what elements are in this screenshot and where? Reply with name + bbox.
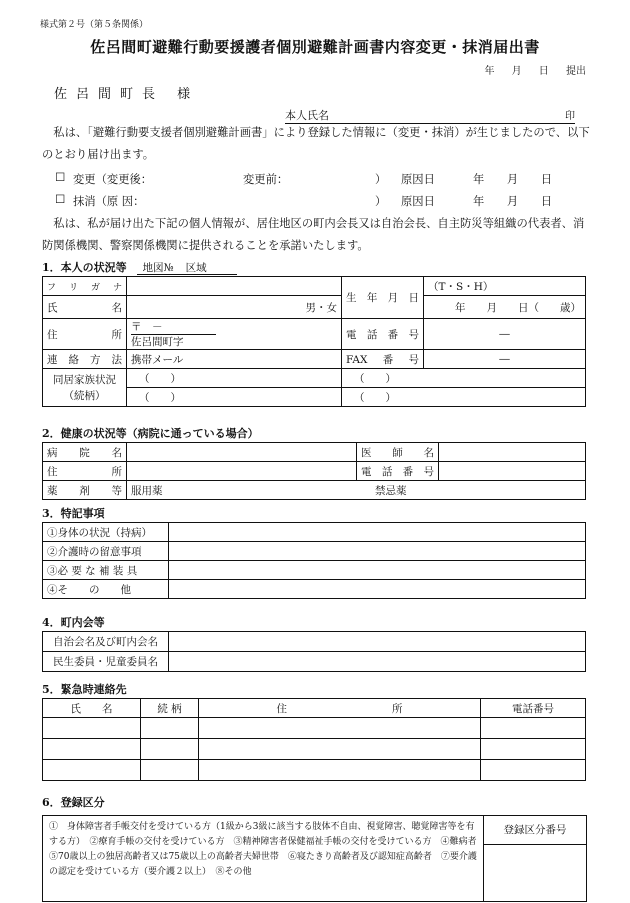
phone-value[interactable]: ― [424,319,586,350]
community-label: 自治会名及び町内会名 [43,632,169,652]
table-row[interactable] [43,718,586,739]
change-date-label: 原因日 [401,173,435,186]
delete-row[interactable] [55,193,595,209]
note-value-1[interactable] [169,523,586,542]
change-checkbox[interactable]: ☐ [55,171,66,184]
fax-label: FAX番号 [342,350,424,369]
section3-heading: 3．特記事項 [42,507,105,520]
note-value-2[interactable] [169,542,586,561]
note-label-3: ③必 要 な 補 装 具 [43,561,169,580]
consent-paragraph: 私は、私が届け出た下記の個人情報が、居住地区の町内会長又は自治会長、自主防災等組織の代表者、消防関係機関、警察関係機関に提供されることを承諾いたします。 [42,217,585,252]
drug-banned-label: 禁忌薬 [375,485,407,497]
delete-date-label: 原因日 [401,195,435,208]
welfare-value[interactable] [169,652,586,672]
community-table [42,631,586,672]
hospital-label: 病院名 [43,443,127,462]
section5-heading: 5．緊急時連絡先 [42,683,127,696]
contact-label: 連絡方法 [43,350,127,369]
intro-paragraph: 私は、「避難行動要支援者個別避難計画書」により登録した情報に（変更・抹消）が生じましたので、以下のとおり届け出ます。 [42,126,590,161]
change-after-label: 変更（変更後： [73,173,153,186]
section4-heading: 4．町内会等 [42,616,105,629]
registration-number-cell[interactable] [483,816,586,901]
family-3[interactable]: （ ） [127,388,342,407]
change-paren: ） [375,173,387,186]
birth-label: 生年月日 [342,277,424,319]
area: 区域 [180,262,237,275]
registration-box [42,815,587,902]
hospital-address-label: 住 所 [43,462,127,481]
address-value[interactable] [127,319,342,350]
section6-heading: 6．登録区分 [42,796,105,809]
doctor-value[interactable] [439,443,586,462]
emergency-col-relation: 続 柄 [141,699,199,718]
community-value[interactable] [169,632,586,652]
signature-label: 本人氏名 [285,109,329,122]
section1-heading: 1．本人の状況等 地図№ 区域 [42,259,237,275]
hospital-value[interactable] [127,443,357,462]
emergency-col-address: 住 所 [199,699,481,718]
furigana-label: フ リ ガ ナ [43,277,127,296]
gender[interactable]: 男・女 [127,296,342,319]
phone-label: 電話番号 [342,319,424,350]
note-value-3[interactable] [169,561,586,580]
family-4[interactable]: （ ） [342,388,586,407]
emergency-col-name: 氏 名 [43,699,141,718]
era[interactable]: （T・S・H） [424,277,586,296]
delete-date[interactable]: 年 月 日 [473,195,553,208]
health-table [42,442,586,500]
note-label-2: ②介護時の留意事項 [43,542,169,561]
section2-heading: 2．健康の状況等（病院に通っている場合） [42,427,259,440]
hospital-address-value[interactable] [127,462,357,481]
drug-label: 薬剤等 [43,481,127,500]
town-name: 佐呂間町字 [131,335,184,348]
registration-number-label: 登録区分番号 [484,816,586,845]
change-date[interactable]: 年 月 日 [473,173,553,186]
seal-mark: 印 [565,111,575,122]
family-2[interactable]: （ ） [342,369,586,388]
form-number: 様式第２号（第５条関係） [40,20,149,30]
postal-code: 〒 － [131,320,216,335]
personal-table [42,276,586,407]
family-label: 同居家族状況 （続柄） [43,369,127,407]
addressee: 佐呂間町長 様 [54,87,200,102]
map-number: 地図№ [137,262,180,275]
delete-checkbox[interactable]: ☐ [55,193,66,206]
fax-value[interactable]: ― [424,350,586,369]
birth-value[interactable]: 年 月 日（ 歳） [424,296,586,319]
submission-date: 年 月 日 提出 [484,66,586,77]
delete-paren: ） [375,195,387,208]
table-row[interactable] [43,760,586,781]
change-before-label: 変更前： [243,173,289,186]
table-row[interactable] [43,739,586,760]
emergency-col-phone: 電話番号 [481,699,586,718]
change-row[interactable] [55,171,595,187]
contact-value[interactable]: 携帯メール [127,350,342,369]
note-label-1: ①身体の状況（持病） [43,523,169,542]
delete-reason-label: 抹消（原 因： [73,195,145,208]
hospital-phone-label: 電話番号 [357,462,439,481]
address-label: 住 所 [43,319,127,350]
name-label: 氏 名 [43,296,127,319]
notes-table [42,522,586,599]
furigana-value[interactable] [127,277,342,296]
hospital-phone-value[interactable] [439,462,586,481]
emergency-table [42,698,586,781]
drug-value[interactable] [127,481,586,500]
registration-categories: ① 身体障害者手帳交付を受けている方（1級から3級に該当する肢体不自由、視覚障害、聴覚障害等を有する方） ②療育手帳の交付を受けている方 ③精神障害者保健福祉手帳の交付を受けている方 ④難病者 ⑤70歳以上の独居高齢者又は75歳以上の高齢者夫婦世帯 ⑥寝たきり高齢者及び認知症高齢者 ⑦要介護の認定を受けている方（要介護２以上） ⑧その他 [49,822,486,877]
welfare-label: 民生委員・児童委員名 [43,652,169,672]
note-value-4[interactable] [169,580,586,599]
form-title: 佐呂間町避難行動要援護者個別避難計画書内容変更・抹消届出書 [90,38,540,56]
family-1[interactable]: （ ） [127,369,342,388]
drug-taken-label: 服用薬 [131,484,163,497]
doctor-label: 医師名 [357,443,439,462]
note-label-4: ④そ の 他 [43,580,169,599]
